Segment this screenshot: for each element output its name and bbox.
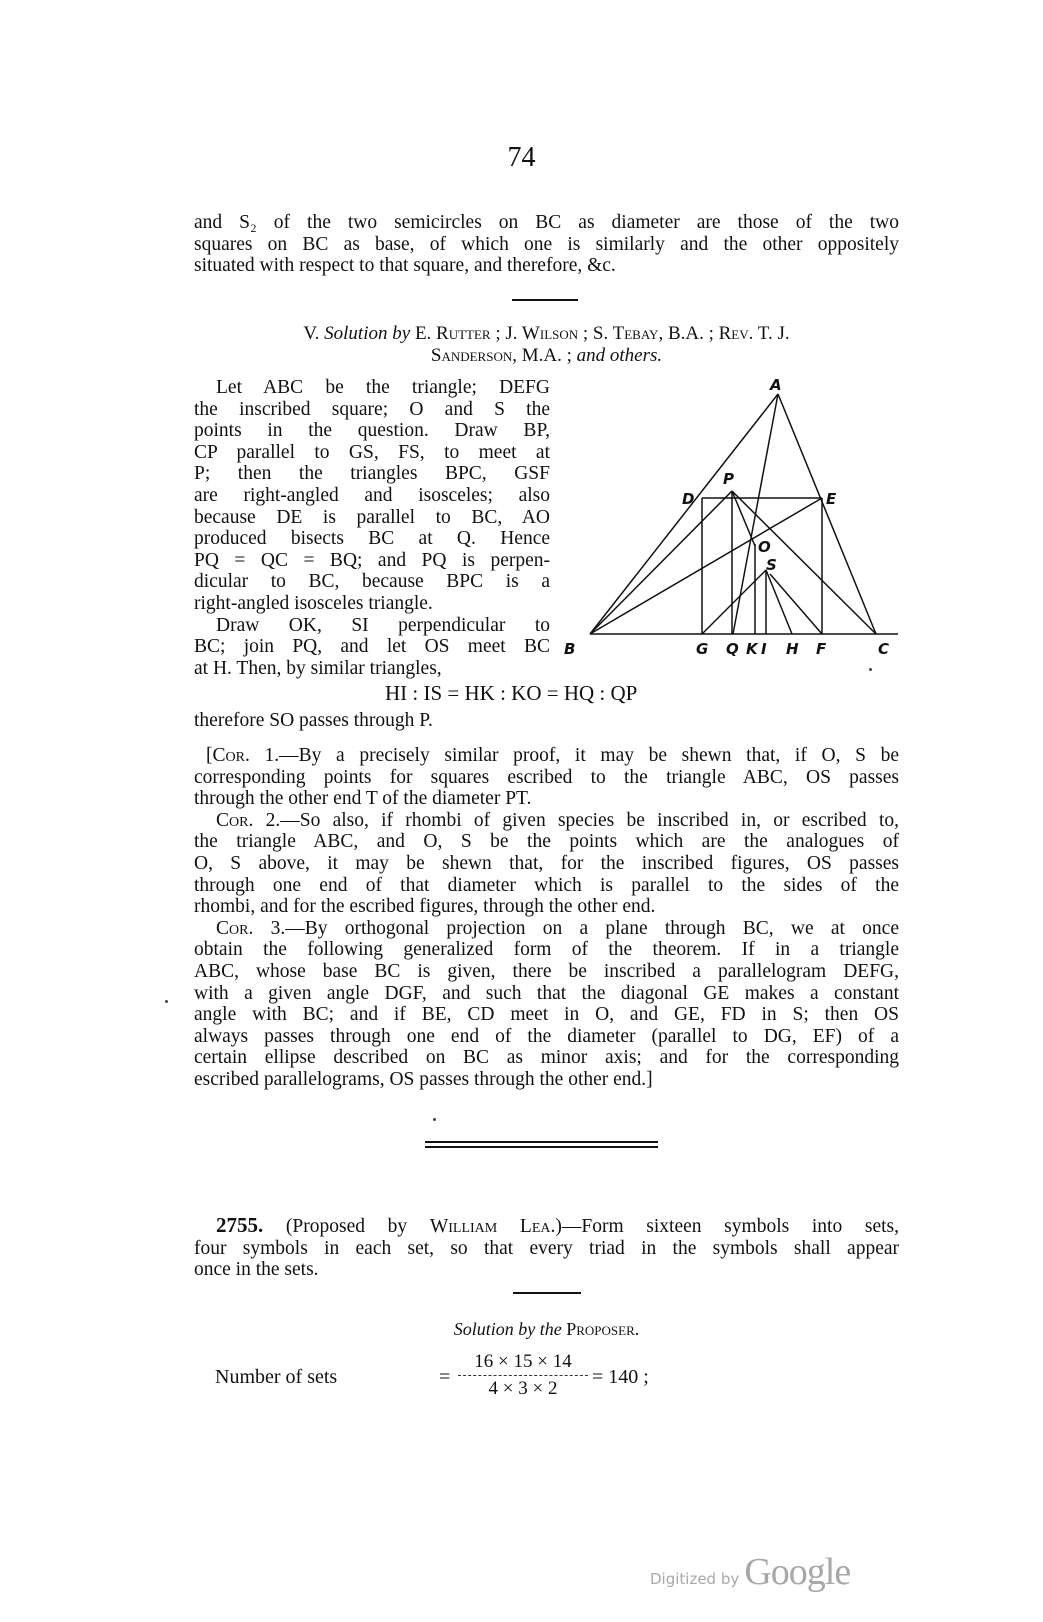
line-ps — [732, 491, 755, 546]
question-line: once in the sets. — [194, 1259, 319, 1281]
label-p: P — [723, 470, 734, 488]
cor3-text: —By orthogonal projection on a plane through BC, we at once — [285, 917, 899, 939]
proportion-equation: HI : IS = HK : KO = HQ : QP — [385, 681, 638, 705]
section-divider — [513, 1292, 581, 1294]
cor1-line: through the other end T of the diameter PT. — [194, 788, 532, 810]
cor3-line: always passes through one end of the diameter (parallel to DG, EF) of a — [194, 1025, 899, 1047]
number-of-sets-label: Number of sets — [215, 1366, 338, 1388]
print-speck — [165, 1000, 168, 1003]
body-line: Let ABC be the triangle; DEFG — [216, 377, 550, 398]
cor2-line: rhombi, and for the escribed figures, through the other end. — [194, 896, 656, 918]
watermark-prefix: Digitized by — [650, 1570, 740, 1588]
body-line: points in the question. Draw BP, — [194, 420, 550, 442]
heading-prefix: V. — [303, 323, 320, 344]
numerator: 16 × 15 × 14 — [458, 1351, 588, 1376]
solution-proposer-heading — [194, 1319, 899, 1341]
cor2-line: O, S above, it may be shewn that, for the inscribed figures, OS passes — [194, 852, 899, 874]
side-ac — [778, 394, 876, 634]
proposer-label: Proposer. — [566, 1319, 640, 1339]
intro-paragraph — [194, 212, 899, 277]
question-text: )—Form sixteen symbols into sets, — [555, 1216, 899, 1237]
cor3-line: angle with BC; and if BE, CD meet in O, and GE, FD in S; then OS — [194, 1004, 899, 1026]
side-ab — [590, 394, 778, 634]
cor3-line — [194, 918, 899, 940]
line-gs — [702, 570, 766, 634]
cor3-line: ABC, whose base BC is given, there be inscribed a parallelogram DEFG, — [194, 960, 899, 982]
label-k: K — [746, 640, 758, 658]
intro-line: and S₂ of the two semicircles on BC as diameter are those of the two — [194, 212, 899, 233]
print-speck — [433, 1118, 436, 1121]
label-e: E — [826, 490, 837, 508]
heading-solution-by: Solution by — [324, 323, 411, 344]
cor1-text: —By a precisely similar proof, it may be shewn that, if O, S be — [279, 745, 899, 766]
cor1-line — [194, 745, 899, 767]
cor3-line: with a given angle DGF, and such that the diagonal GE makes a constant — [194, 982, 899, 1004]
proposed-by: (Proposed by — [285, 1216, 408, 1237]
cor2-text: —So also, if rhombi of given species be inscribed in, or escribed to, — [280, 809, 899, 831]
label-d: D — [682, 490, 695, 508]
line-be — [590, 498, 822, 634]
label-g: G — [696, 640, 709, 658]
conclusion-line: therefore SO passes through P. — [194, 710, 433, 731]
conclusion — [194, 710, 899, 732]
question-line: four symbols in each set, so that every triad in the symbols shall appear — [194, 1237, 899, 1259]
label-s: S — [766, 556, 777, 574]
result: = 140 ; — [592, 1366, 649, 1388]
solution-heading — [194, 323, 899, 366]
intro-line: situated with respect to that square, and therefore, &c. — [194, 255, 616, 277]
equals-sign: = — [439, 1366, 451, 1388]
cor3-line: certain ellipse described on BC as minor axis; and for the corresponding — [194, 1047, 899, 1069]
triangle-figure — [564, 376, 908, 666]
google-logo: Google — [744, 1551, 851, 1593]
section-divider — [512, 299, 578, 301]
solution-by-the: Solution by the — [453, 1319, 562, 1339]
cor2-line — [194, 810, 899, 832]
body-line: dicular to BC, because BPC is a — [194, 571, 550, 593]
body-line: the inscribed square; O and S the — [194, 398, 550, 420]
question-number: 2755. — [216, 1213, 264, 1237]
denominator: 4 × 3 × 2 — [488, 1378, 558, 1399]
cor2-label: Cor. 2. — [216, 809, 281, 831]
intro-line: squares on BC as base, of which one is similarly and the other oppositely — [194, 233, 899, 255]
body-line: at H. Then, by similar triangles, — [194, 657, 442, 679]
question-line — [194, 1215, 899, 1238]
cor3-line: obtain the following generalized form of the theorem. If in a triangle — [194, 939, 899, 961]
fraction — [458, 1351, 588, 1400]
label-a: A — [770, 376, 782, 394]
line-sh — [766, 570, 792, 634]
google-watermark — [650, 1550, 850, 1594]
body-line: PQ = QC = BQ; and PQ is perpen- — [194, 549, 550, 571]
label-f: F — [816, 640, 827, 658]
corollaries — [194, 745, 899, 1091]
cor2-line: the triangle ABC, and O, S be the points which are the analogues of — [194, 831, 899, 853]
heading-authors: E. Rutter ; J. Wilson ; S. Tebay, B.A. ; Rev. T. J. — [414, 323, 790, 344]
line-sf — [770, 574, 822, 634]
body-line: P; then the triangles BPC, GSF — [194, 463, 550, 485]
body-line: produced bisects BC at Q. Hence — [194, 528, 550, 550]
label-b: B — [564, 640, 576, 658]
heading-authors-cont: Sanderson, M.A. ; — [430, 344, 572, 366]
label-h: H — [786, 640, 799, 658]
body-line: Draw OK, SI perpendicular to — [216, 614, 550, 636]
body-line: CP parallel to GS, FS, to meet at — [194, 441, 550, 463]
solution-body — [194, 377, 550, 679]
body-line: are right-angled and isosceles; also — [194, 484, 550, 506]
heading-and-others: and others. — [576, 344, 663, 366]
body-line: BC; join PQ, and let OS meet BC — [194, 636, 550, 658]
proposer-name: William Lea. — [429, 1216, 556, 1237]
cor3-line: escribed parallelograms, OS passes through the other end.] — [194, 1068, 653, 1090]
label-q: Q — [726, 640, 739, 658]
label-o: O — [758, 538, 771, 556]
label-c: C — [878, 640, 890, 658]
body-line: because DE is parallel to BC, AO — [194, 506, 550, 528]
body-line: right-angled isosceles triangle. — [194, 592, 433, 614]
question-2755 — [194, 1215, 899, 1281]
label-i: I — [761, 640, 767, 658]
cor3-label: Cor. 3. — [216, 917, 286, 939]
cor1-line: corresponding points for squares escribed to the triangle ABC, OS passes — [194, 766, 899, 788]
cor2-line: through one end of that diameter which is parallel to the sides of the — [194, 874, 899, 896]
double-rule-divider — [425, 1141, 658, 1148]
page-number: 74 — [507, 142, 536, 173]
print-speck — [869, 668, 872, 671]
cor1-label: [Cor. 1. — [206, 745, 280, 766]
